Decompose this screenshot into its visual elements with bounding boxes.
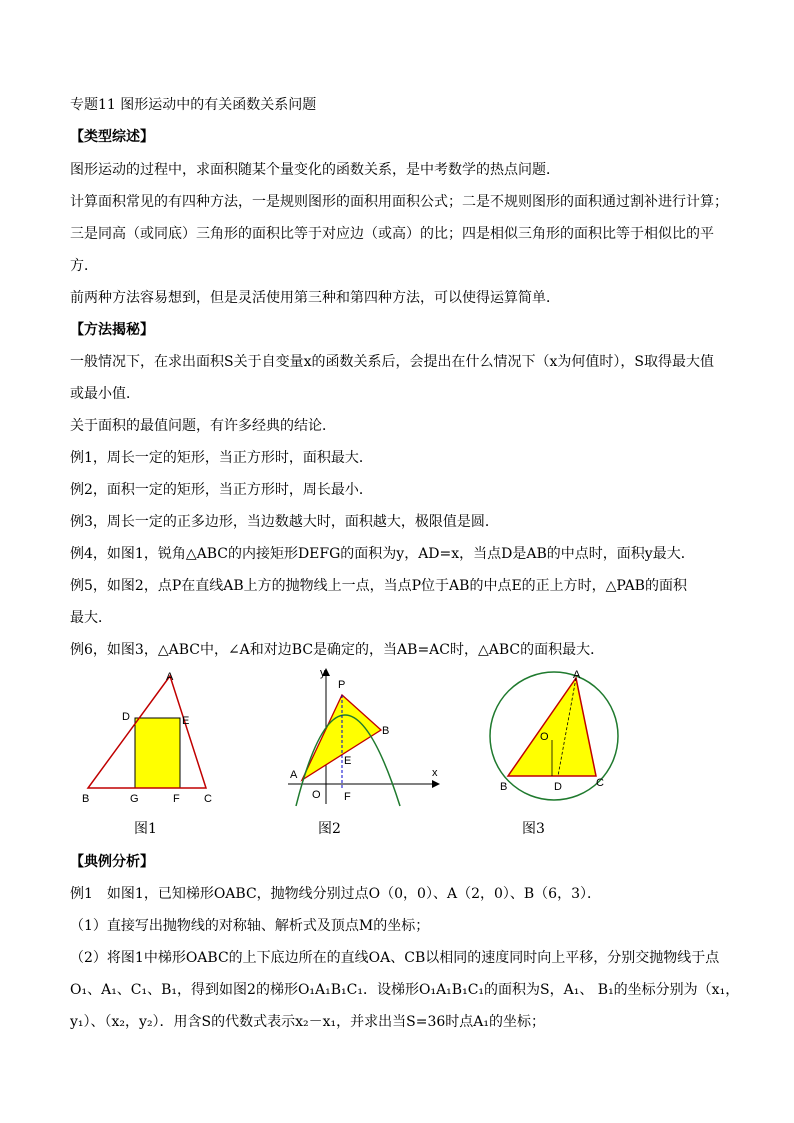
label-x: x [432,767,438,779]
label-b: B [382,725,390,737]
label-b: B [82,793,90,805]
method-line: 最大． [70,610,112,626]
method-line: 一般情况下，在求出面积S关于自变量x的函数关系后，会提出在什么情况下（x为何值时），S取得最大值 [70,354,714,370]
document-title: 专题11 图形运动中的有关函数关系问题 [70,97,317,113]
label-p: P [338,679,346,691]
label-c: C [204,793,212,805]
method-line: 例4，如图1，锐角△ABC的内接矩形DEFG的面积为y，AD=x，当点D是AB的中点时，面积y最大． [70,546,695,562]
label-g: G [130,793,139,805]
method-line: 关于面积的最值问题，有许多经典的结论． [70,418,336,434]
figure-1-caption: 图1 [134,821,157,837]
method-line: 例6，如图3，△ABC中，∠A和对边BC是确定的，当AB=AC时，△ABC的面积最大． [70,642,605,658]
label-o: O [312,789,321,801]
overview-line: 计算面积常见的有四种方法，一是规则图形的面积用面积公式；二是不规则图形的面积通过割补进行计算； [70,194,728,210]
label-e: E [182,715,190,727]
figure-3-diagram [486,668,622,804]
overview-heading: 【类型综述】 [70,129,154,145]
method-line: 例1，周长一定的矩形，当正方形时，面积最大． [70,450,373,466]
x-axis-arrow-icon [432,780,440,788]
method-line: 例3，周长一定的正多边形，当边数越大时，面积越大，极限值是圆． [70,514,499,530]
method-heading: 【方法揭秘】 [70,322,154,338]
example-line: O₁、A₁、C₁、B₁，得到如图2的梯形O₁A₁B₁C₁．设梯形O₁A₁B₁C₁的面积为S，A₁、 B₁的坐标分别为（x₁， [70,982,740,998]
label-a: A [573,669,581,681]
label-b: B [500,781,508,793]
rectangle-defg [135,718,180,788]
label-a: A [290,769,298,781]
label-y: y [320,667,326,679]
overview-line: 图形运动的过程中，求面积随某个量变化的函数关系，是中考数学的热点问题． [70,162,560,178]
figure-3-caption: 图3 [522,821,545,837]
label-e: E [344,755,352,767]
example-line: y₁）、（x₂，y₂）．用含S的代数式表示x₂－x₁，并求出当S=36时点A₁的坐标； [70,1014,546,1030]
example-line: （1）直接写出抛物线的对称轴、解析式及顶点M的坐标； [70,918,430,934]
label-f: F [344,791,351,803]
overview-line: 方． [70,258,98,274]
figure-2-diagram [282,664,444,810]
figure-1-diagram [78,668,228,810]
label-d: D [122,711,130,723]
label-c: C [596,777,604,789]
label-d: D [554,781,562,793]
example-heading: 【典例分析】 [70,854,154,870]
figure-2-caption: 图2 [318,821,341,837]
label-a: A [166,671,174,683]
method-line: 例2，面积一定的矩形，当正方形时，周长最小． [70,482,373,498]
example-line: （2）将图1中梯形OABC的上下底边所在的直线OA、CB以相同的速度同时向上平移，分别交抛物线于点 [70,950,720,966]
example-line: 例1 如图1，已知梯形OABC，抛物线分别过点O（0，0）、A（2，0）、B（6，3）． [70,886,601,902]
method-line: 或最小值． [70,386,140,402]
overview-line: 前两种方法容易想到，但是灵活使用第三种和第四种方法，可以使得运算简单． [70,290,560,306]
label-f: F [173,793,180,805]
overview-line: 三是同高（或同底）三角形的面积比等于对应边（或高）的比；四是相似三角形的面积比等于相似比的平 [70,226,714,242]
method-line: 例5，如图2，点P在直线AB上方的抛物线上一点，当点P位于AB的中点E的正上方时，△PAB的面积 [70,578,687,594]
label-o: O [540,731,549,743]
